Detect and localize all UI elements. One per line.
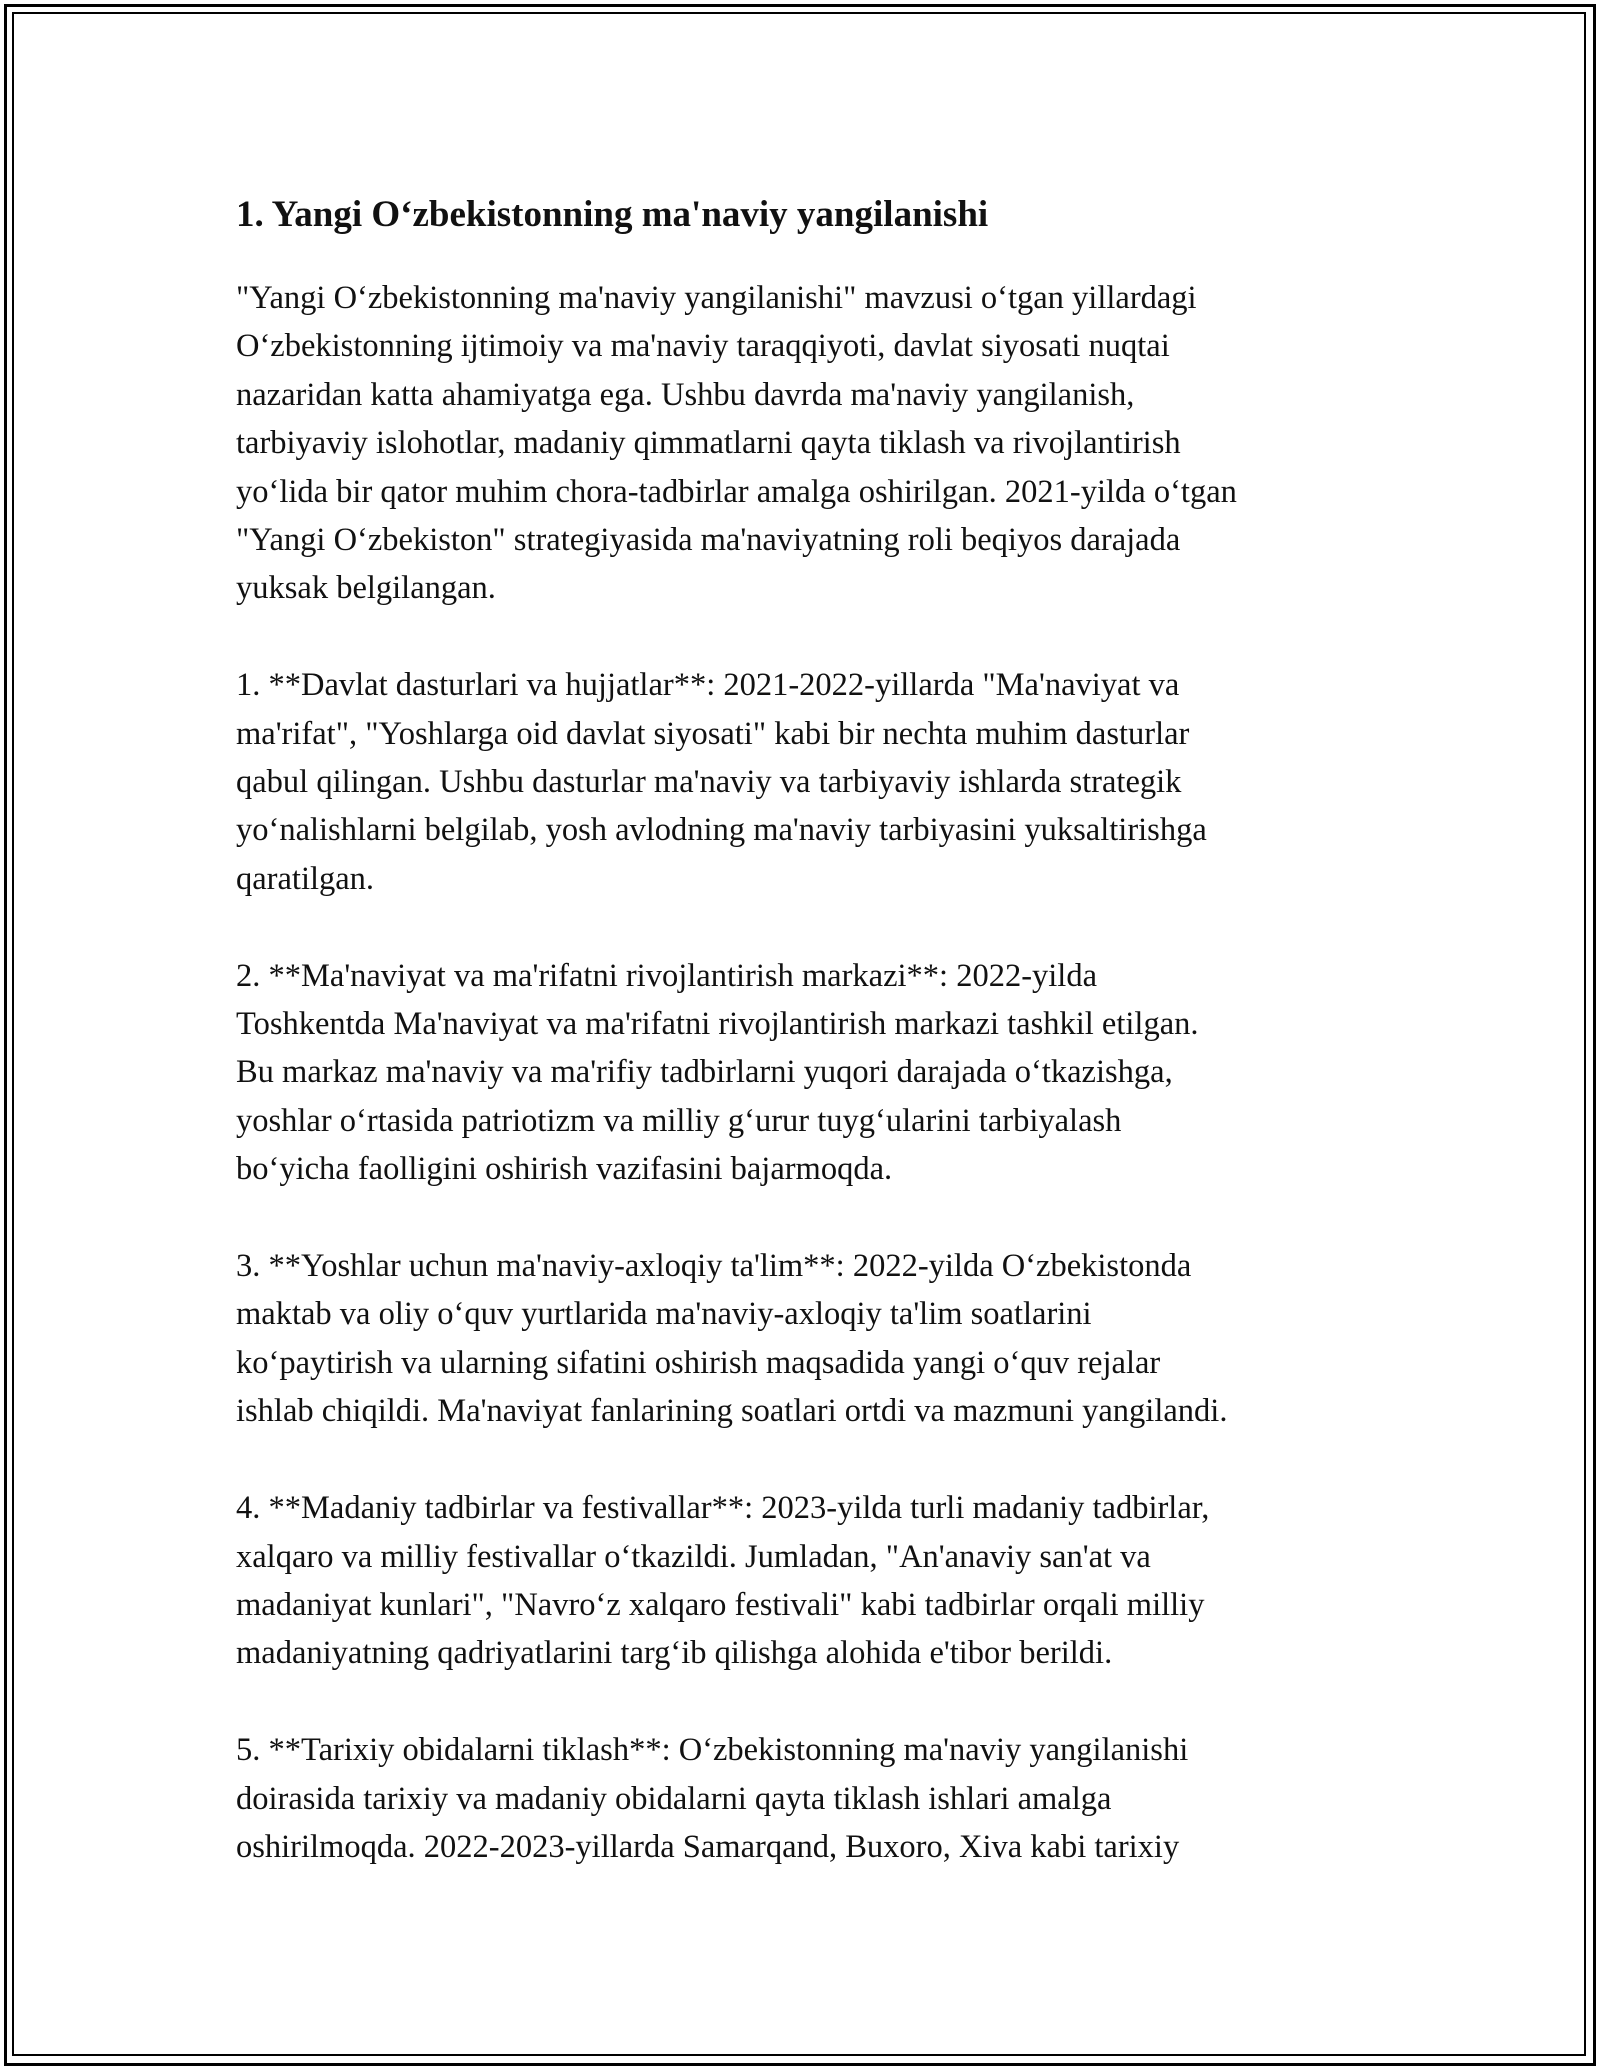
text-line: bo‘yicha faolligini oshirish vazifasini bajarmoqda. [236,1151,893,1188]
text-line: 5. **Tarixiy obidalarni tiklash**: O‘zbekistonning ma'naviy yangilanishi [236,1732,1189,1769]
text-line: 3. **Yoshlar uchun ma'naviy-axloqiy ta'lim**: 2022-yilda O‘zbekistonda [236,1248,1192,1285]
list-item-5-paragraph [236,1726,1376,1871]
text-line: maktab va oliy o‘quv yurtlarida ma'naviy-axloqiy ta'lim soatlarini [236,1296,1092,1333]
text-line: madaniyat kunlari", "Navro‘z xalqaro festivali" kabi tadbirlar orqali milliy [236,1586,1205,1623]
text-line: qabul qilingan. Ushbu dasturlar ma'naviy va tarbiyaviy ishlarda strategik [236,764,1182,801]
document-page [236,186,1376,1920]
text-line: qaratilgan. [236,860,375,897]
intro-paragraph [236,274,1376,613]
text-line: yuksak belgilangan. [236,570,496,607]
text-line: "Yangi O‘zbekistonning ma'naviy yangilanishi" mavzusi o‘tgan yillardagi [236,280,1197,316]
text-line: 1. **Davlat dasturlari va hujjatlar**: 2021-2022-yillarda "Ma'naviyat va [236,667,1180,704]
text-line: Bu markaz ma'naviy va ma'rifiy tadbirlarni yuqori darajada o‘tkazishga, [236,1054,1173,1091]
list-item-2-paragraph [236,952,1376,1194]
text-line: 2. **Ma'naviyat va ma'rifatni rivojlantirish markazi**: 2022-yilda [236,957,1097,994]
text-line: ishlab chiqildi. Ma'naviyat fanlarining soatlari ortdi va mazmuni yangilandi. [236,1393,1228,1430]
list-item-4-paragraph [236,1484,1376,1678]
text-line: "Yangi O‘zbekiston" strategiyasida ma'naviyatning roli beqiyos darajada [236,522,1181,559]
text-line: yo‘nalishlarni belgilab, yosh avlodning ma'naviy tarbiyasini yuksaltirishga [236,812,1207,849]
text-line: 4. **Madaniy tadbirlar va festivallar**: 2023-yilda turli madaniy tadbirlar, [236,1490,1210,1527]
text-line: ko‘paytirish va ularning sifatini oshirish maqsadida yangi o‘quv rejalar [236,1344,1161,1381]
text-line: nazaridan katta ahamiyatga ega. Ushbu davrda ma'naviy yangilanish, [236,376,1135,413]
text-line: oshirilmoqda. 2022-2023-yillarda Samarqand, Buxoro, Xiva kabi tarixiy [236,1828,1180,1865]
document-title: 1. Yangi O‘zbekistonning ma'naviy yangilanishi [236,194,989,235]
text-line: ma'rifat", "Yoshlarga oid davlat siyosati" kabi bir nechta muhim dasturlar [236,715,1190,752]
text-line: yo‘lida bir qator muhim chora-tadbirlar amalga oshirilgan. 2021-yilda o‘tgan [236,473,1237,510]
text-line: Toshkentda Ma'naviyat va ma'rifatni rivojlantirish markazi tashkil etilgan. [236,1006,1199,1043]
list-item-3-paragraph [236,1242,1376,1436]
text-line: O‘zbekistonning ijtimoiy va ma'naviy taraqqiyoti, davlat siyosati nuqtai [236,328,1170,365]
text-line: yoshlar o‘rtasida patriotizm va milliy g‘urur tuyg‘ularini tarbiyalash [236,1102,1122,1139]
list-item-1-paragraph [236,661,1376,903]
text-line: tarbiyaviy islohotlar, madaniy qimmatlarni qayta tiklash va rivojlantirish [236,425,1181,462]
text-line: xalqaro va milliy festivallar o‘tkazildi. Jumladan, "An'anaviy san'at va [236,1538,1151,1575]
text-line: madaniyatning qadriyatlarini targ‘ib qilishga alohida e'tibor berildi. [236,1635,1113,1672]
text-line: doirasida tarixiy va madaniy obidalarni qayta tiklash ishlari amalga [236,1780,1112,1817]
